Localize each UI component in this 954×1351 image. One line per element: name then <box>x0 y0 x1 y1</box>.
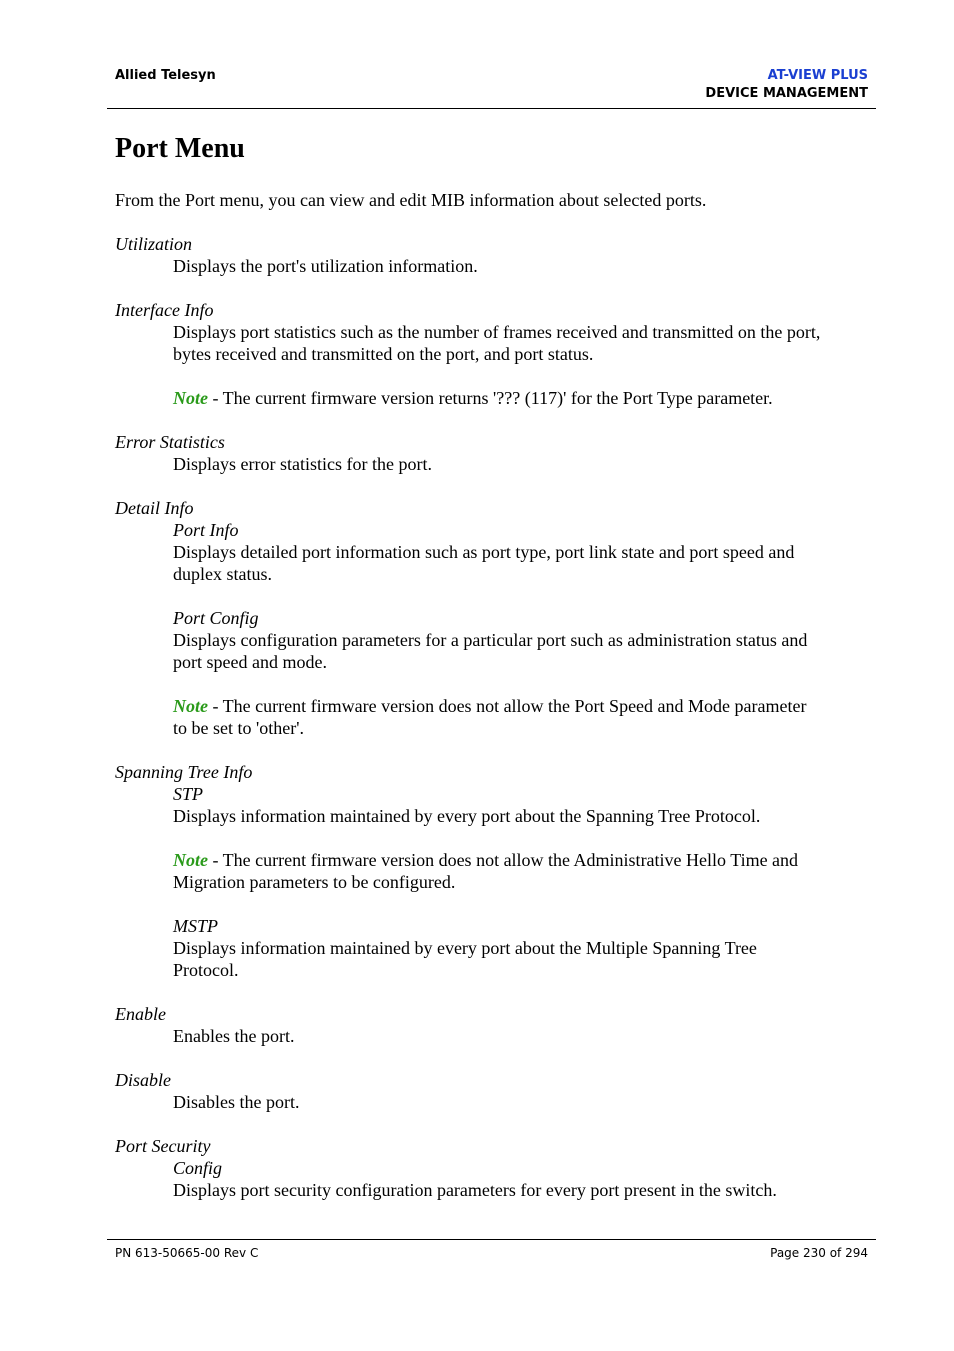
subterm-stp: STP <box>173 784 204 804</box>
desc-utilization: Displays the port's utilization information. <box>173 256 478 276</box>
desc-mstp-line1: Displays information maintained by every port about the Multiple Spanning Tree <box>173 938 757 958</box>
desc-interface-info-line2: bytes received and transmitted on the port, and port status. <box>173 344 594 364</box>
menu-descriptions <box>115 233 875 1201</box>
desc-port-config-line1: Displays configuration parameters for a particular port such as administration status and <box>173 630 808 650</box>
term-error-statistics: Error Statistics <box>115 432 225 452</box>
desc-enable: Enables the port. <box>173 1026 295 1046</box>
note-text: - The current firmware version does not allow the Port Speed and Mode parameter <box>208 696 807 716</box>
product-name: AT-VIEW PLUS <box>767 68 868 83</box>
intro-paragraph: From the Port menu, you can view and edit MIB information about selected ports. <box>115 190 707 210</box>
section-name: DEVICE MANAGEMENT <box>705 86 868 101</box>
term-enable: Enable <box>115 1004 166 1024</box>
desc-mstp-line2: Protocol. <box>173 960 239 980</box>
desc-error-statistics: Displays error statistics for the port. <box>173 454 432 474</box>
page-number: Page 230 of 294 <box>770 1246 868 1260</box>
page-title: Port Menu <box>115 133 245 164</box>
page-header <box>107 66 876 109</box>
desc-config: Displays port security configuration parameters for every port present in the switch. <box>173 1180 777 1200</box>
desc-port-info-line1: Displays detailed port information such as port type, port link state and port speed and <box>173 542 795 562</box>
term-detail-info: Detail Info <box>115 498 194 518</box>
subterm-mstp: MSTP <box>173 916 218 936</box>
page-footer <box>107 1239 876 1266</box>
note-port-config-line1 <box>173 695 875 717</box>
desc-port-info-line2: duplex status. <box>173 564 272 584</box>
term-disable: Disable <box>115 1070 171 1090</box>
subterm-port-config: Port Config <box>173 608 259 628</box>
note-label: Note <box>173 388 208 408</box>
note-text: - The current firmware version returns '??? (117)' for the Port Type parameter. <box>208 388 773 408</box>
term-utilization: Utilization <box>115 234 193 254</box>
subterm-config: Config <box>173 1158 223 1178</box>
term-interface-info: Interface Info <box>115 300 214 320</box>
company-name: Allied Telesyn <box>115 68 216 83</box>
desc-stp: Displays information maintained by every port about the Spanning Tree Protocol. <box>173 806 761 826</box>
note-stp-line1 <box>173 849 875 871</box>
desc-port-config-line2: port speed and mode. <box>173 652 327 672</box>
desc-disable: Disables the port. <box>173 1092 300 1112</box>
desc-interface-info-line1: Displays port statistics such as the number of frames received and transmitted on the port, <box>173 322 821 342</box>
part-number: PN 613-50665-00 Rev C <box>115 1246 259 1260</box>
note-label: Note <box>173 696 208 716</box>
note-stp-line2: Migration parameters to be configured. <box>173 872 456 892</box>
note-port-config-line2: to be set to 'other'. <box>173 718 304 738</box>
term-spanning-tree-info: Spanning Tree Info <box>115 762 253 782</box>
term-port-security: Port Security <box>115 1136 211 1156</box>
subterm-port-info: Port Info <box>173 520 239 540</box>
note-text: - The current firmware version does not allow the Administrative Hello Time and <box>208 850 799 870</box>
note-interface-info <box>173 387 875 409</box>
note-label: Note <box>173 850 208 870</box>
